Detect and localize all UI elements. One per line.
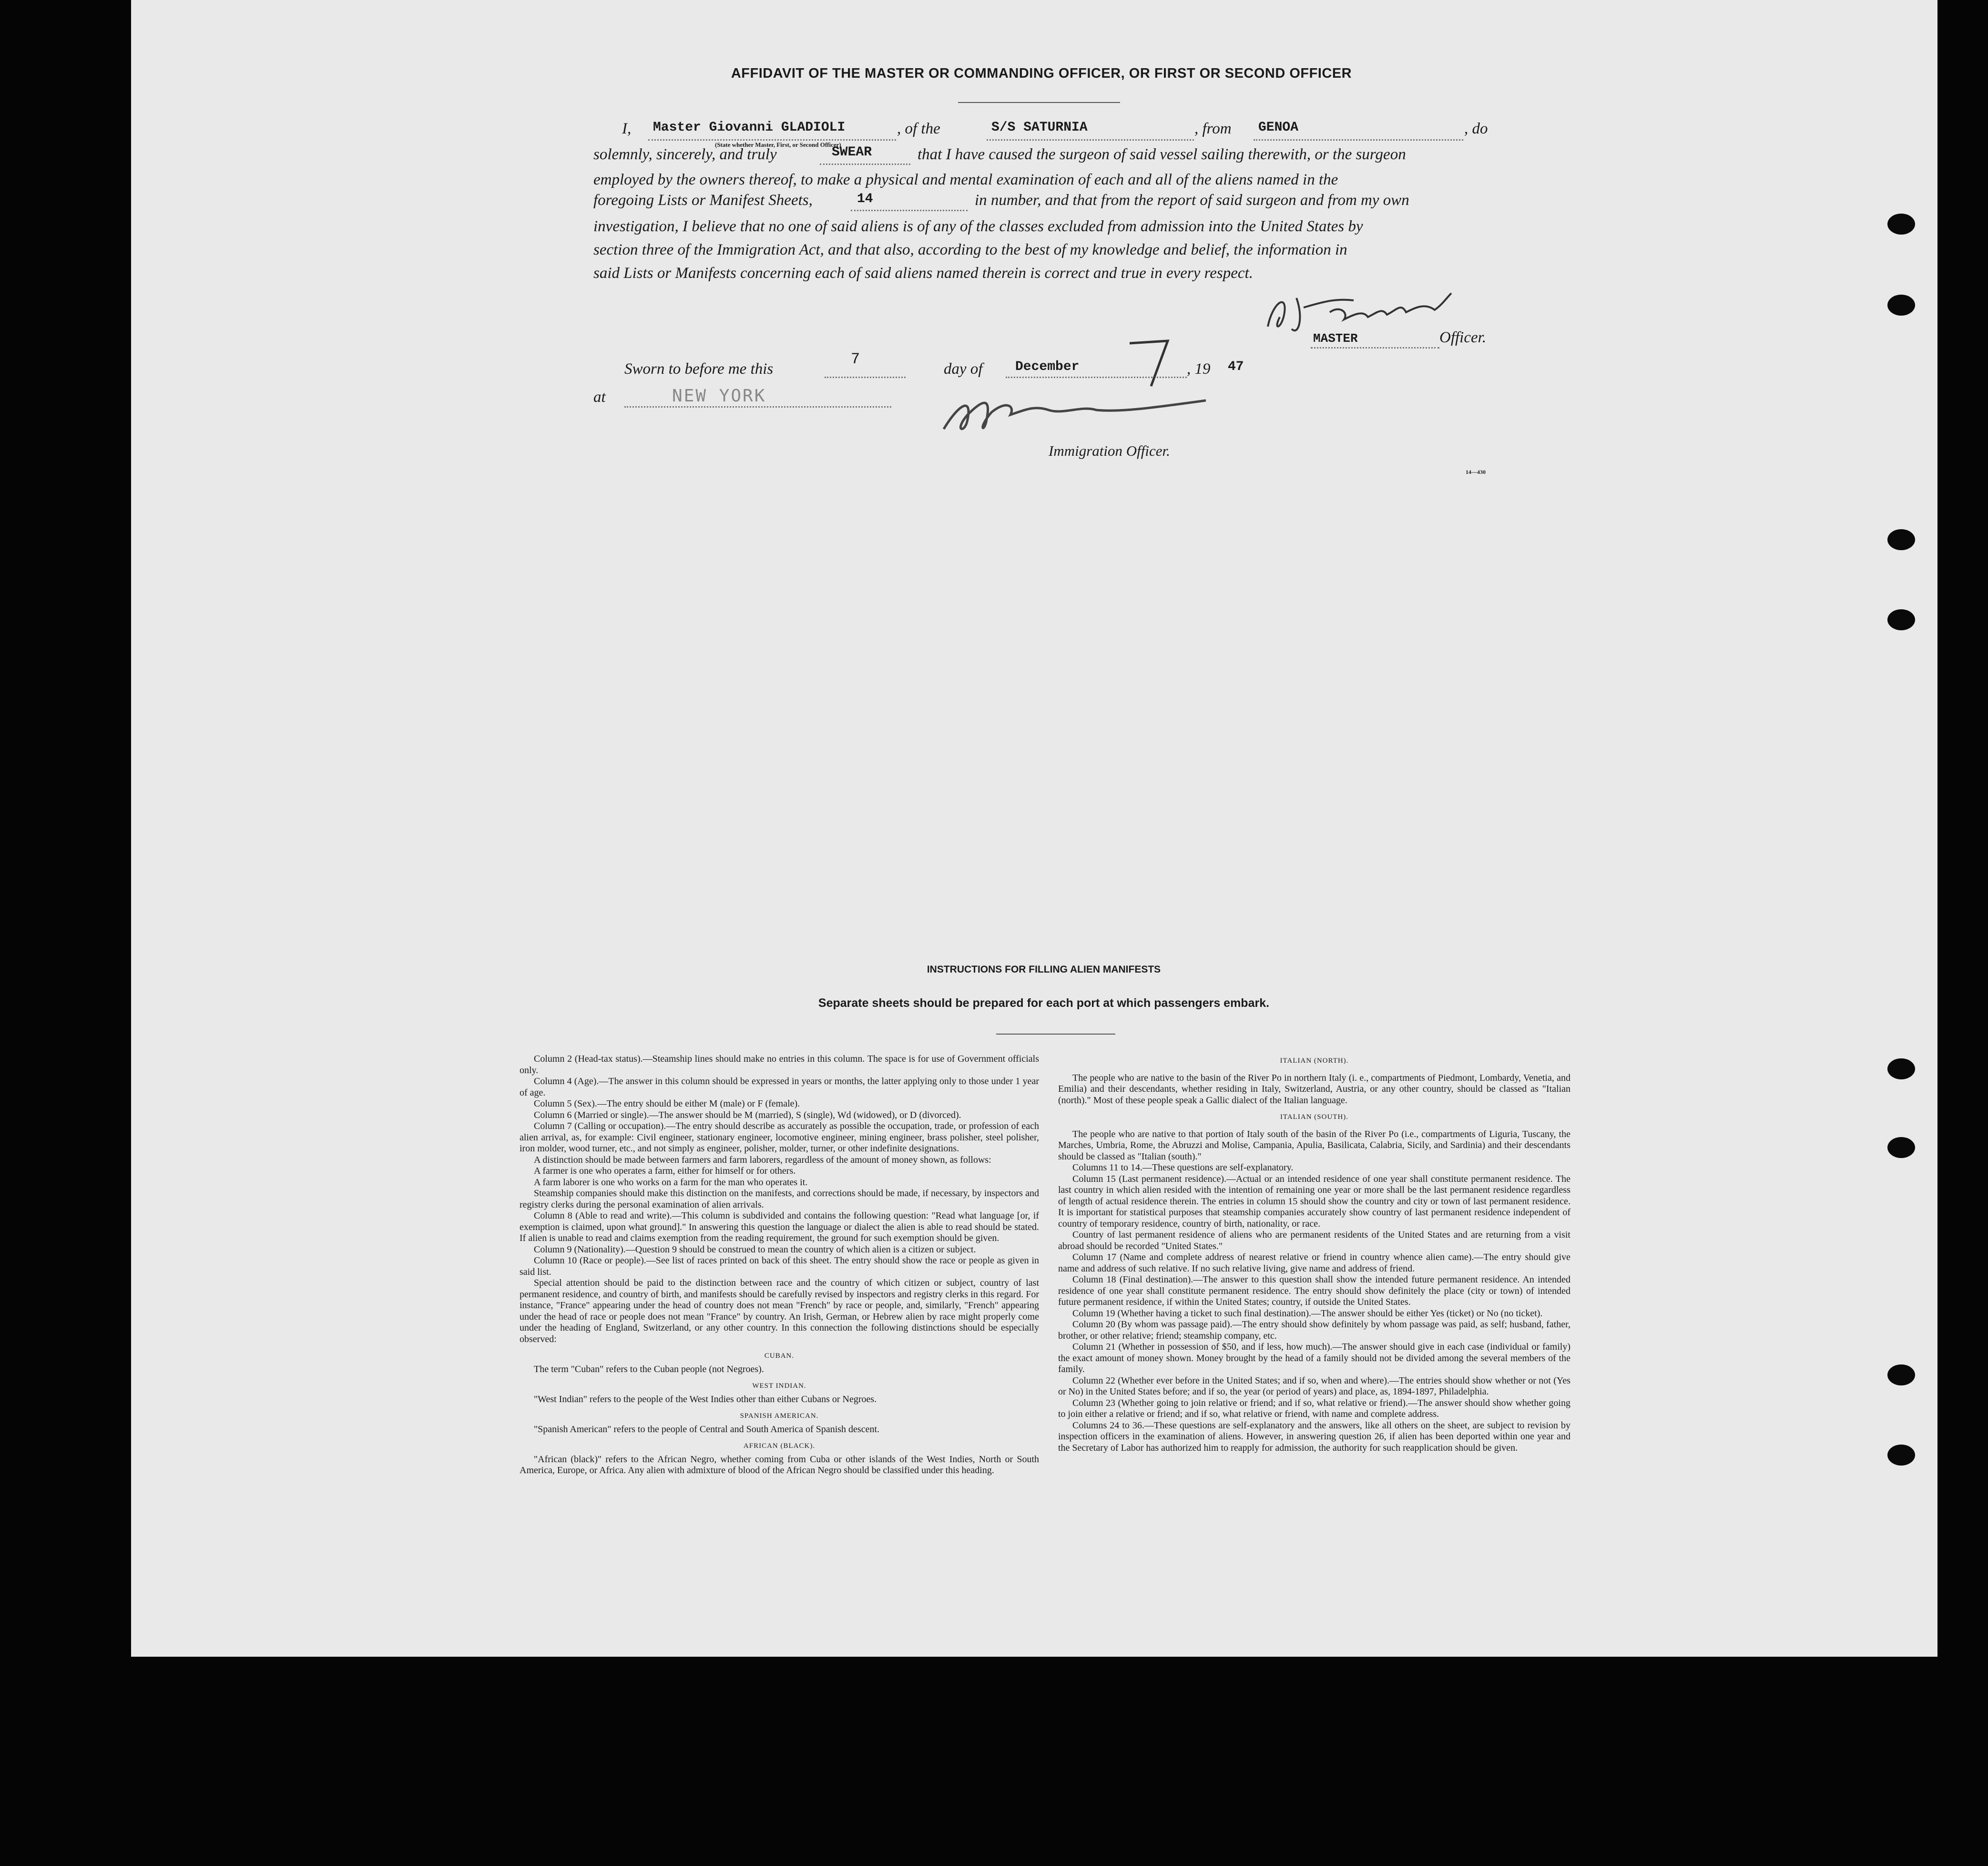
instruction-paragraph: Column 9 (Nationality).—Question 9 should be construed to mean the country of which alien is a citizen or subject. [534,1244,976,1255]
instruction-paragraph: Columns 24 to 36.—These questions are self-explanatory and the answers, like all others on the sheet, are subject to revision by inspection officers in the examination of aliens. However, in answering question 26, if alien has been deported within one year and the Secretary of Labor has authorized him to reapply for admission, the authority for such reapplication should be given. [1058,1420,1570,1453]
immigration-officer-label: Immigration Officer. [1049,442,1170,459]
instruction-paragraph: "West Indian" refers to the people of the West Indies other than either Cubans or Negroes. [534,1394,877,1405]
officer-label: Officer. [1439,329,1487,346]
officer-name: Master Giovanni GLADIOLI [653,120,846,135]
instruction-paragraph: Column 23 (Whether going to join relative or friend; and if so, what relative or friend).—The answer should show whether going to join either a relative or friend; and if so, what relative or friend, with name and complete address. [1058,1397,1570,1419]
instructions-left-column [520,1054,1039,1476]
instruction-paragraph: Columns 11 to 14.—These questions are self-explanatory. [1072,1162,1294,1173]
title-rule [958,102,1120,103]
instructions-subtitle: Separate sheets should be prepared for each port at which passengers embark. [818,996,1270,1010]
punch-hole [1887,295,1915,316]
instruction-paragraph: Column 19 (Whether having a ticket to such final destination).—The answer should be either Yes (ticket) or No (no ticket). [1072,1308,1543,1319]
from-label: , from [1194,120,1232,137]
instruction-paragraph: A farm laborer is one who works on a farm for the man who operates it. [534,1177,808,1188]
punch-hole [1887,1445,1915,1466]
punch-hole [1887,214,1915,235]
vessel-fill-line [987,139,1194,141]
instruction-paragraph: Column 2 (Head-tax status).—Steamship lines should make no entries in this column. The space is for use of Government officials only. [520,1054,1039,1076]
instruction-paragraph: The term "Cuban" refers to the Cuban people (not Negroes). [534,1364,764,1374]
vessel-name: S/S SATURNIA [991,120,1088,135]
instruction-paragraph: Column 10 (Race or people).—See list of races printed on back of this sheet. The entry should show the race or people as given in said list. [520,1255,1039,1277]
punch-hole [1887,529,1915,550]
affidavit-line-5: investigation, I believe that no one of said aliens is of any of the classes excluded from admission into the United States by [593,218,1363,235]
instruction-paragraph: Column 8 (Able to read and write).—This column is subdivided and contains the following question: "Read what language [or, if exemption is claimed, upon what ground]." In answering this question the language or dialect the alien is able to read should be stated. If alien is unable to read and claims exemption from the reading requirement, the ground for such exemption should be given. [520,1210,1039,1243]
solemnly-text: solemnly, sincerely, and truly [593,146,777,163]
instruction-paragraph: Column 7 (Calling or occupation).—The entry should describe as accurately as possible the occupation, trade, or profession of each alien arrival, as, for example: Civil engineer, stationary engineer, locomotive engineer, mining engineer, brass polisher, steel polisher, iron molder, wood turner, etc., and not simply as engineer, polisher, molder, turner, or other indefinite designations. [520,1121,1039,1154]
year-prefix: , 19 [1187,360,1211,378]
section-heading: ITALIAN (SOUTH). [1280,1113,1349,1121]
punch-hole [1887,609,1915,630]
sworn-place: NEW YORK [672,386,766,406]
instruction-paragraph: Special attention should be paid to the distinction between race and the country of which citizen or subject, country of last permanent residence, and country of birth, and manifests should be carefully revised by inspectors and registry clerks in this regard. For instance, "France" appearing under the head of country does not mean "French" by race or people, and, similarly, "French" appearing under the head of race or people does not mean "France" by country. An Irish, German, or Hebrew alien by race might properly come under the heading of England, Switzerland, or any other country. In this connection the following distinctions should be especially observed: [520,1278,1039,1344]
section-heading: AFRICAN (BLACK). [743,1442,816,1450]
name-hint: (State whether Master, First, or Second Officer) [715,141,841,148]
affidavit-lead: I, [622,120,632,137]
instructions-rule [996,1034,1115,1035]
instruction-paragraph: Steamship companies should make this distinction on the manifests, and corrections should be made, if necessary, by inspectors and registry clerks during the personal examination of alien arrivals. [520,1188,1039,1210]
instruction-paragraph: A farmer is one who operates a farm, either for himself or for others. [534,1166,796,1176]
port-fill-line [1254,139,1463,141]
of-the-label: , of the [897,120,940,137]
instruction-paragraph: Column 4 (Age).—The answer in this column should be expressed in years or months, the latter applying only to those under 1 year of age. [520,1076,1039,1098]
day-fill-line [825,377,906,378]
affidavit-line-6: section three of the Immigration Act, and that also, according to the best of my knowledge and belief, the information in [593,241,1347,258]
instruction-paragraph: Column 18 (Final destination).—The answer to this question shall show the intended future permanent residence. An intended residence of one year shall constitute permanent residence. The entry should show definitely the place (city or town) of intended future permanent residence, if within the United States; country, if outside the United States. [1058,1274,1570,1307]
instruction-paragraph: "Spanish American" refers to the people of Central and South America of Spanish descent. [534,1424,880,1435]
sheet-fill-line [851,210,968,211]
sworn-month: December [1015,359,1080,374]
instruction-paragraph: Column 15 (Last permanent residence).—Actual or an intended residence of one year shall constitute permanent residence. The last country in which alien resided with the intention of remaining one year or more shall be the last permanent residence regardless of length of actual residence therein. The entries in column 15 should show the country and city or town of last permanent residence. It is important for statistical purposes that steamship companies accurately show country of last permanent residence independent of country of temporary residence, country of birth, nationality, or race. [1058,1173,1570,1229]
section-heading: WEST INDIAN. [752,1382,806,1390]
place-fill-line [624,406,891,408]
officer-rank: MASTER [1313,331,1358,346]
section-heading: ITALIAN (NORTH). [1280,1057,1349,1065]
sworn-day: 7 [851,350,860,368]
name-fill-line [648,139,896,141]
oath-word: SWEAR [832,145,872,160]
day-of-label: day of [944,360,983,378]
punch-hole [1887,1058,1915,1079]
instruction-paragraph: The people who are native to the basin of the River Po in northern Italy (i. e., compartments of Piedmont, Lombardy, Venetia, and Emilia) and their descendants, whether residing in Italy, Switzerland, Austria, or any other country, should be classed as "Italian (north)." Most of these people speak a Gallic dialect of the Italian language. [1058,1072,1570,1106]
instruction-paragraph: Column 5 (Sex).—The entry should be either M (male) or F (female). [534,1098,800,1109]
instruction-paragraph: Column 22 (Whether ever before in the United States; and if so, when and where).—The entries should show whether or not (Yes or No) in the United States before; and if so, the year (or period of years) and place, as, 1894-1897, Philadelphia. [1058,1375,1570,1397]
instruction-paragraph: Column 20 (By whom was passage paid).—The entry should show definitely by whom passage was paid, as self; husband, father, brother, or other relative; friend; steamship company, etc. [1058,1319,1570,1341]
affidavit-line-4b: in number, and that from the report of said surgeon and from my own [975,192,1409,209]
instruction-paragraph: Column 21 (Whether in possession of $50, and if less, how much).—The answer should give in each case (individual or family) the exact amount of money shown. Money brought by the head of a family should not be divided among the several members of the family. [1058,1342,1570,1374]
rank-fill-line [1311,347,1439,349]
form-number: 14—430 [1466,469,1486,475]
sworn-text: Sworn to before me this [624,360,774,378]
instructions-title: INSTRUCTIONS FOR FILLING ALIEN MANIFESTS [927,964,1161,975]
instruction-paragraph: Column 6 (Married or single).—The answer should be M (married), S (single), Wd (widowed), or D (divorced). [534,1109,961,1120]
instruction-paragraph: The people who are native to that portion of Italy south of the basin of the River Po (i.e., compartments of Liguria, Tuscany, the Marches, Umbria, Rome, the Abruzzi and Molise, Campania, Apulia, Basilicata, Calabria, Sicily, and Sardinia) and their descendants should be classed as "Italian (south)." [1058,1128,1570,1162]
sheet-count: 14 [857,192,873,206]
punch-hole [1887,1137,1915,1158]
port-name: GENOA [1258,120,1299,135]
sworn-year: 47 [1228,359,1244,374]
at-label: at [593,389,606,406]
affidavit-title: AFFIDAVIT OF THE MASTER OR COMMANDING OFFICER, OR FIRST OR SECOND OFFICER [731,66,1352,81]
instructions-right-column [1058,1054,1570,1454]
master-signature [1258,284,1463,341]
oath-fill-line [820,164,910,165]
immigration-officer-signature [939,377,1211,439]
affidavit-line-3: employed by the owners thereof, to make a physical and mental examination of each and all of the aliens named in the [593,171,1338,188]
instruction-paragraph: "African (black)" refers to the African Negro, whether coming from Cuba or other islands of the West Indies, North or South America, Europe, or Africa. Any alien with admixture of blood of the African Negro should be classified under this heading. [520,1454,1039,1476]
do-label: , do [1464,120,1488,137]
instruction-paragraph: A distinction should be made between farmers and farm laborers, regardless of the amount of money shown, as follows: [534,1154,991,1165]
affidavit-line-2: that I have caused the surgeon of said vessel sailing therewith, or the surgeon [918,146,1406,163]
affidavit-line-7: said Lists or Manifests concerning each of said aliens named therein is correct and true in every respect. [593,265,1253,282]
section-heading: CUBAN. [764,1352,795,1360]
affidavit-line-4a: foregoing Lists or Manifest Sheets, [593,192,813,209]
instruction-paragraph: Column 17 (Name and complete address of nearest relative or friend in country whence alien came).—The entry should give name and address of such relative. If no such relative living, give name and address of friend. [1058,1252,1570,1274]
instruction-paragraph: Country of last permanent residence of aliens who are permanent residents of the United States and are returning from a visit abroad should be recorded "United States." [1058,1230,1570,1251]
section-heading: SPANISH AMERICAN. [740,1412,819,1420]
punch-hole [1887,1364,1915,1385]
